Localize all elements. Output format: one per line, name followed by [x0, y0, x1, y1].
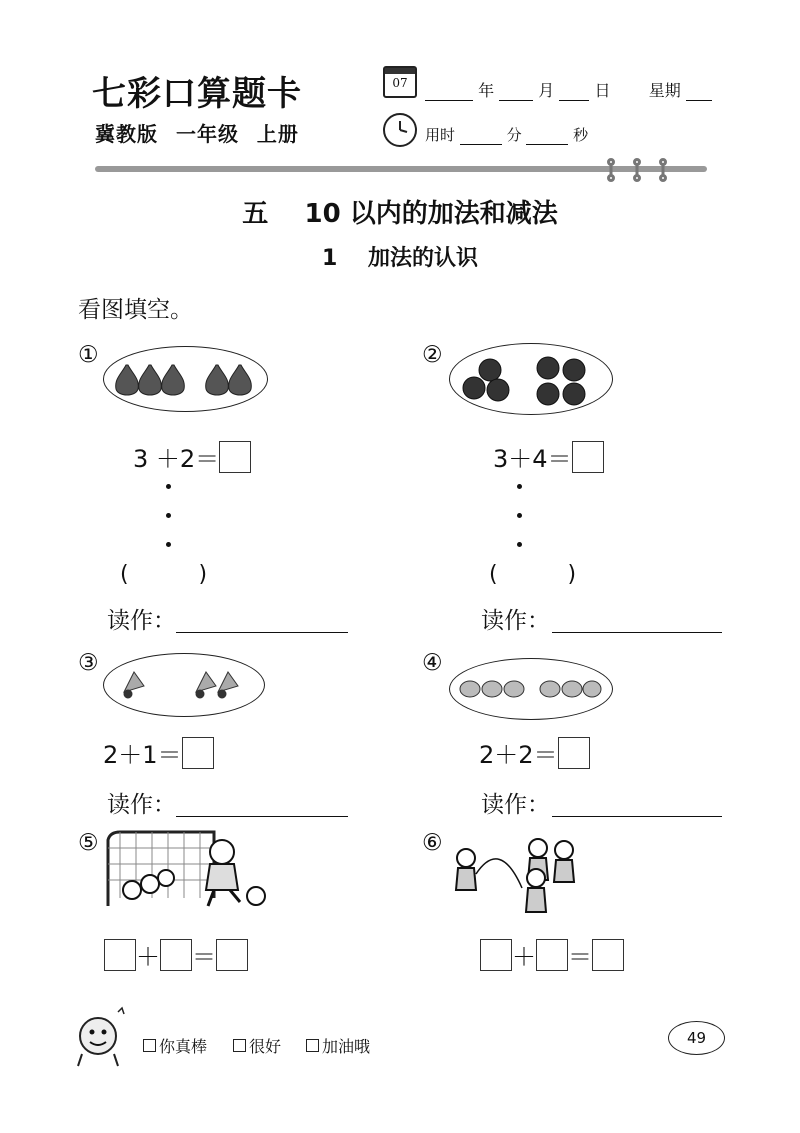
problem-number-1: ① [78, 342, 99, 368]
read-answer-line-1[interactable] [176, 632, 348, 633]
answer-box-4[interactable] [558, 737, 590, 769]
equation-1 [133, 439, 251, 474]
page-number: 49 [668, 1021, 725, 1055]
term-paren-1[interactable]: ( ) [120, 562, 208, 587]
minutes-blank[interactable] [460, 128, 502, 145]
pears-picture [103, 346, 268, 412]
equals-sign-6: ＝ [568, 943, 592, 971]
expression-1: 3 ＋2＝ [133, 445, 220, 473]
edition-label: 冀教版 一年级 上册 [95, 122, 299, 146]
rating-label: 很好 [249, 1037, 282, 1056]
day-blank[interactable] [559, 84, 589, 101]
addend-box-6a[interactable] [480, 939, 512, 971]
jump-rope-picture [450, 828, 585, 924]
read-answer-line-3[interactable] [176, 816, 348, 817]
answer-box-2[interactable] [572, 441, 604, 473]
dot [166, 542, 171, 547]
read-label-3: 读作： [107, 792, 176, 818]
checkbox[interactable] [233, 1039, 246, 1052]
section-title: 1 加法的认识 [322, 246, 478, 271]
read-label-2: 读作： [481, 608, 550, 634]
year-label: 年 [478, 81, 495, 100]
answer-box-3[interactable] [182, 737, 214, 769]
problem-number-5: ⑤ [78, 830, 99, 856]
expression-2: 3＋4＝ [493, 445, 572, 473]
read-label-4: 读作： [481, 792, 550, 818]
rating-option-good[interactable] [233, 1034, 281, 1057]
answer-box-1[interactable] [219, 441, 251, 473]
dot [517, 484, 522, 489]
calendar-day: 07 [392, 76, 408, 90]
expression-3: 2＋1＝ [103, 741, 182, 769]
clock-icon [383, 113, 417, 147]
seconds-label: 秒 [573, 126, 589, 144]
minutes-label: 分 [506, 126, 522, 144]
equation-5 [104, 937, 248, 972]
apple-icons [450, 344, 612, 414]
brand-title: 七彩口算题卡 [92, 74, 302, 114]
read-answer-line-2[interactable] [552, 632, 722, 633]
expression-4: 2＋2＝ [479, 741, 558, 769]
addend-box-5a[interactable] [104, 939, 136, 971]
time-label: 用时 [425, 126, 456, 144]
chapter-title: 五 10 以内的加法和减法 [242, 199, 558, 229]
binding-rings-icon [603, 158, 673, 182]
problem-number-3: ③ [78, 650, 99, 676]
pear-icons [104, 347, 267, 411]
month-label: 月 [538, 81, 555, 100]
shuttlecocks-picture [103, 653, 265, 717]
term-paren-2[interactable]: ( ) [489, 562, 577, 587]
snail-icons [450, 659, 612, 719]
calendar-icon [383, 66, 417, 98]
addend-box-6b[interactable] [536, 939, 568, 971]
rating-option-keep-going[interactable] [306, 1034, 370, 1057]
checkbox[interactable] [143, 1039, 156, 1052]
snails-picture [449, 658, 613, 720]
apples-picture [449, 343, 613, 415]
checkbox[interactable] [306, 1039, 319, 1052]
problem-number-6: ⑥ [422, 830, 443, 856]
time-line [425, 124, 588, 145]
month-blank[interactable] [499, 84, 533, 101]
sum-box-6[interactable] [592, 939, 624, 971]
year-blank[interactable] [425, 84, 473, 101]
dot [517, 513, 522, 518]
problem-number-2: ② [422, 342, 443, 368]
dot [517, 542, 522, 547]
equation-2 [493, 439, 604, 474]
instruction: 看图填空。 [78, 297, 193, 323]
dot [166, 513, 171, 518]
addend-box-5b[interactable] [160, 939, 192, 971]
equation-3 [103, 735, 214, 770]
sum-box-5[interactable] [216, 939, 248, 971]
rating-label: 加油哦 [322, 1037, 371, 1056]
shuttlecock-icons [104, 654, 264, 716]
equation-6 [480, 937, 624, 972]
equals-sign-5: ＝ [192, 943, 216, 971]
day-label: 日 [594, 81, 611, 100]
dot [166, 484, 171, 489]
equation-4 [479, 735, 590, 770]
mascot-icon [70, 1004, 132, 1070]
weekday-label: 星期 [648, 81, 681, 100]
read-answer-line-4[interactable] [552, 816, 722, 817]
plus-sign-5: ＋ [136, 943, 160, 971]
soccer-goal-picture [104, 828, 269, 910]
rating-label: 你真棒 [159, 1037, 208, 1056]
rating-option-great[interactable] [143, 1034, 207, 1057]
problem-number-4: ④ [422, 650, 443, 676]
date-line [425, 78, 712, 101]
plus-sign-6: ＋ [512, 943, 536, 971]
seconds-blank[interactable] [526, 128, 568, 145]
read-label-1: 读作： [107, 608, 176, 634]
weekday-blank[interactable] [686, 84, 712, 101]
